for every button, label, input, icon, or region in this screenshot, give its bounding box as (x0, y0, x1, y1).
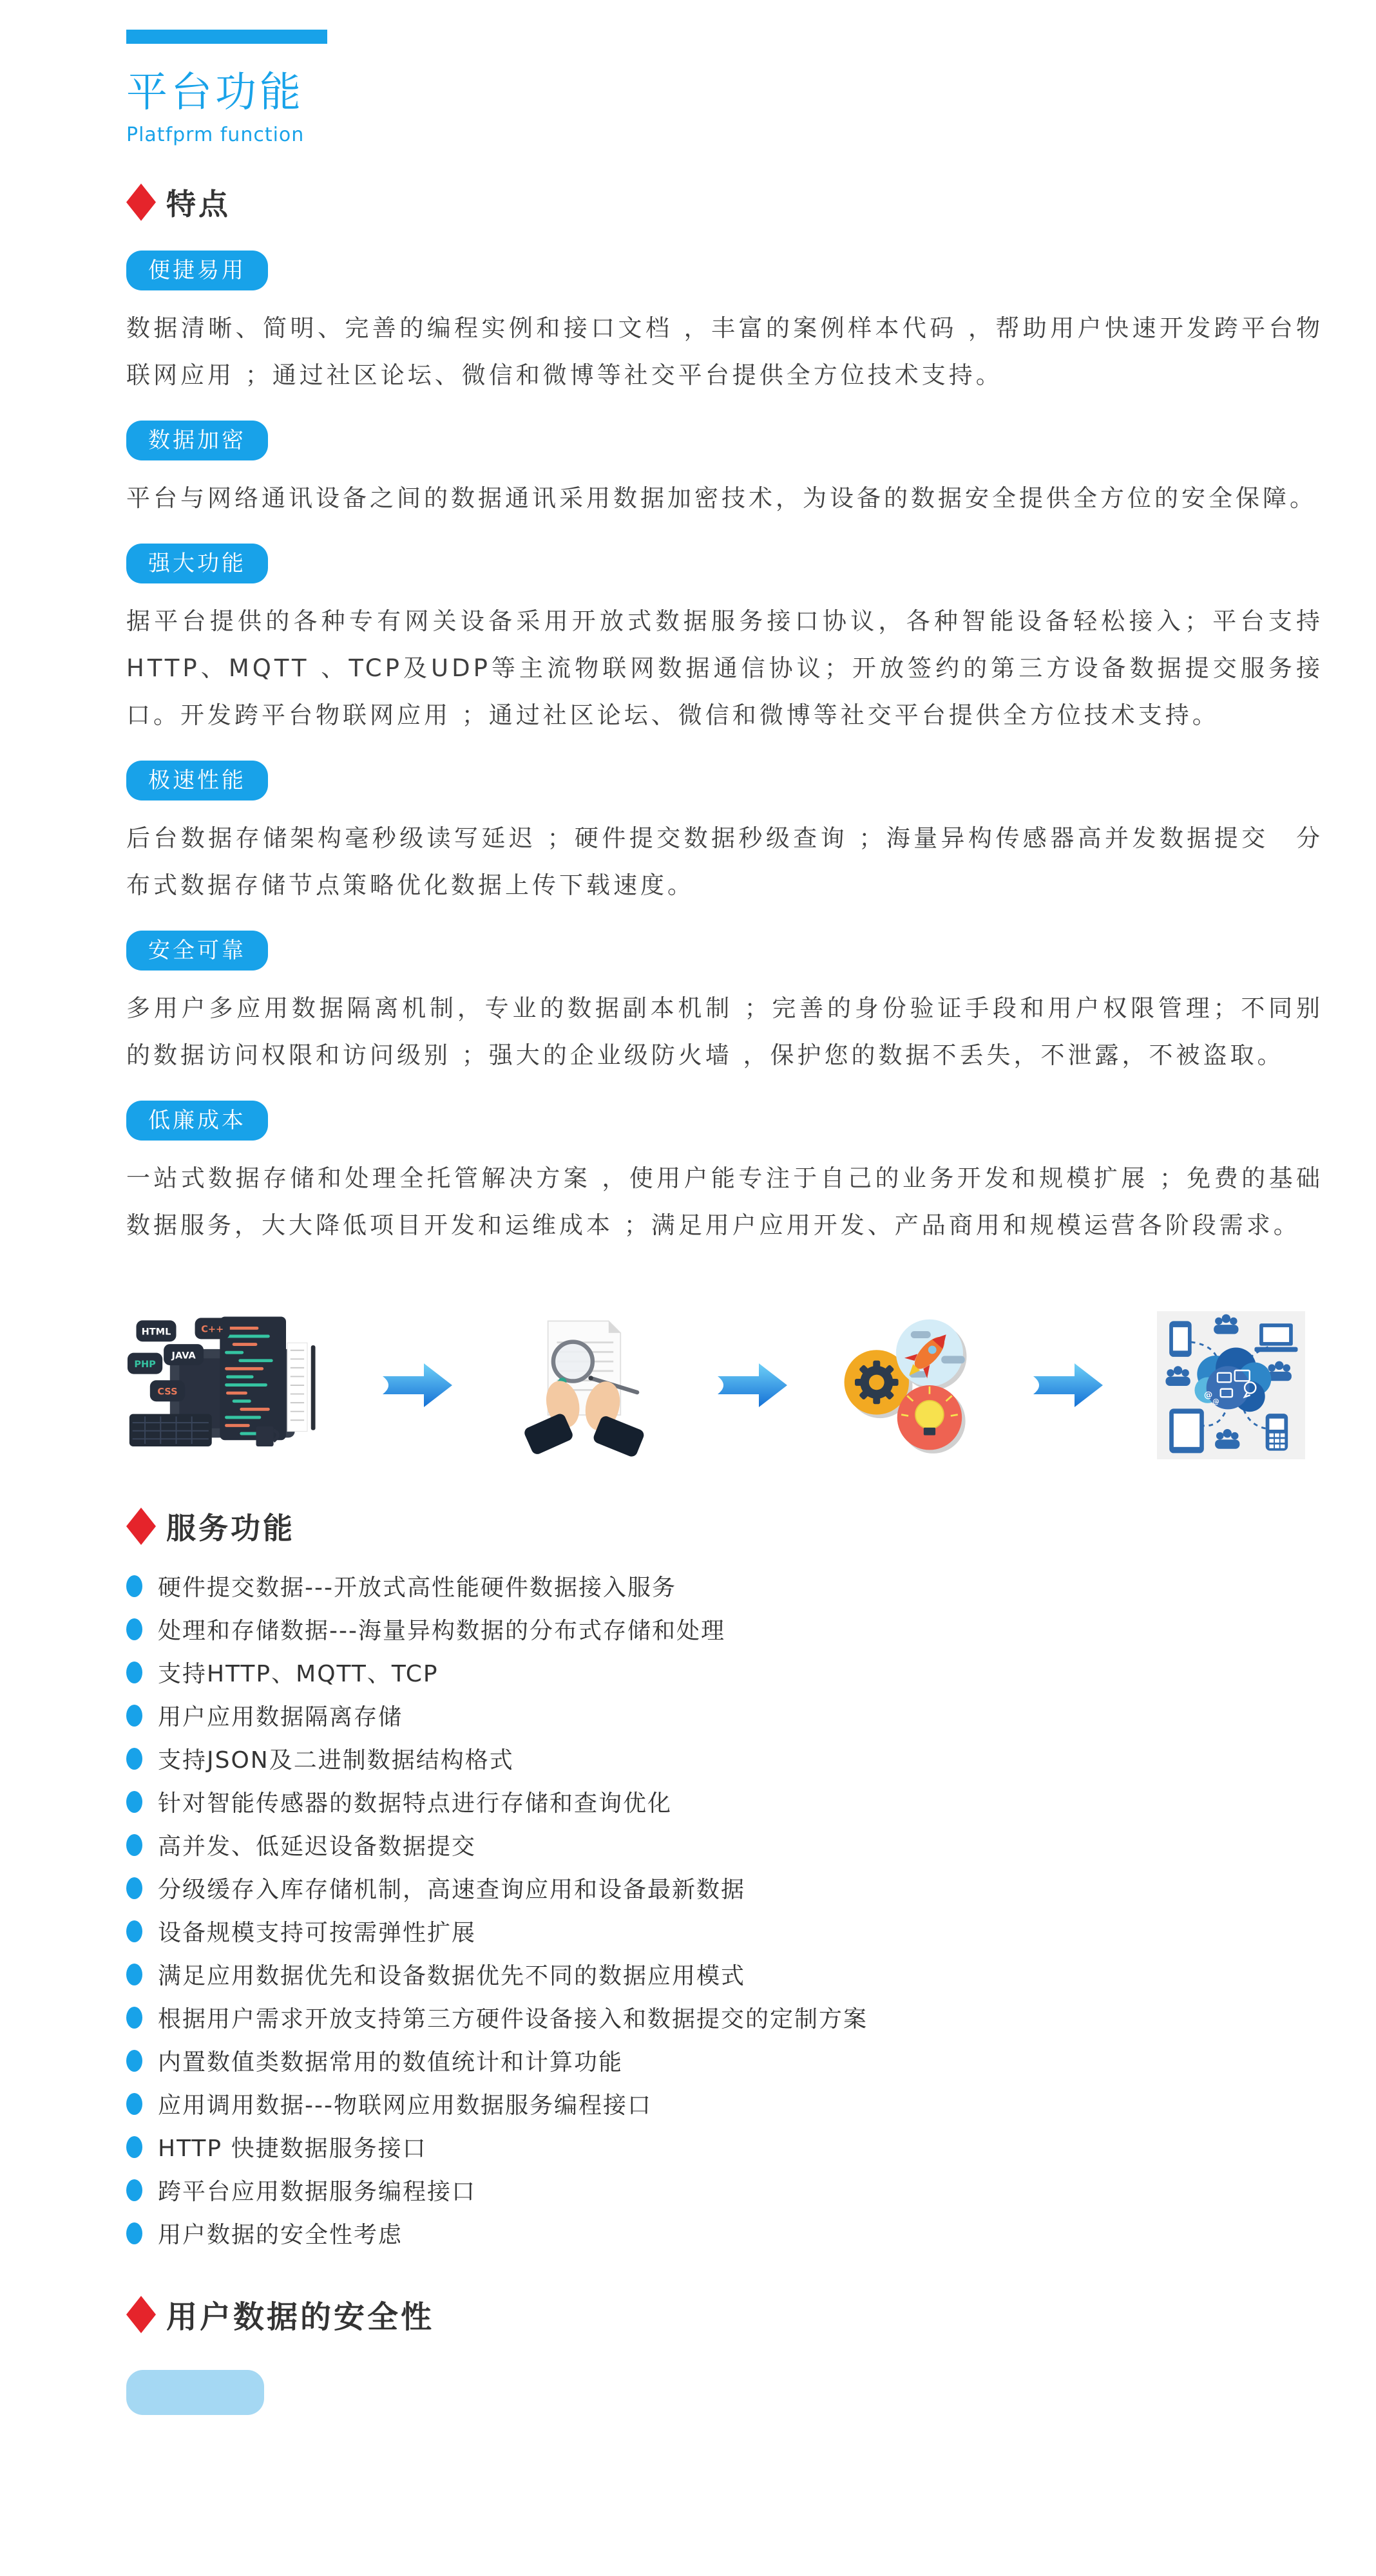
bullet-dot-icon (126, 2050, 142, 2072)
bullet-text: 应用调用数据---物联网应用数据服务编程接口 (158, 2092, 652, 2119)
ideas-gears-illustration (841, 1308, 977, 1463)
feature-block (126, 1101, 1323, 1249)
feature-badge: 强大功能 (126, 544, 268, 583)
bullet-dot-icon (126, 1920, 142, 1942)
bullet-dot-icon (126, 1964, 142, 1985)
feature-block (126, 251, 1323, 399)
feature-paragraph: 平台与网络通讯设备之间的数据通讯采用数据加密技术，为设备的数据安全提供全方位的安全保障。 (126, 484, 1317, 512)
process-flow (126, 1308, 1305, 1463)
feature-paragraph: 据平台提供的各种专有网关设备采用开放式数据服务接口协议，各种智能设备轻松接入；平台支持HTTP、MQTT 、TCP及UDP等主流物联网数据通信协议；开放签约的第三方设备数据提交服务接口。开发跨平台物联网应用 ；通过社区论坛、微信和微博等社交平台提供全方位技术支持。 (126, 607, 1323, 729)
list-item (126, 1780, 1323, 1823)
bullet-text: 内置数值类数据常用的数值统计和计算功能 (158, 2049, 624, 2076)
list-item (126, 1694, 1323, 1737)
bullet-text: 支持JSON及二进制数据结构格式 (158, 1747, 514, 1774)
feature-badge: 低廉成本 (126, 1101, 268, 1141)
page-title: 平台功能 (126, 69, 304, 117)
list-item (126, 1953, 1323, 1996)
bullet-dot-icon (126, 1834, 142, 1856)
arrow-right-icon (1027, 1359, 1107, 1411)
bullet-dot-icon (126, 1618, 142, 1640)
feature-badge: 极速性能 (126, 761, 268, 800)
bullet-dot-icon (126, 2222, 142, 2244)
list-item (126, 1564, 1323, 1607)
code-editor-illustration (126, 1311, 326, 1460)
list-item (126, 1607, 1323, 1651)
svg-text:@: @ (1203, 1390, 1213, 1401)
services-list (126, 1564, 1323, 2255)
list-item (126, 2211, 1323, 2255)
code-tag-java: JAVA (171, 1350, 196, 1361)
bullet-text: 处理和存储数据---海量异构数据的分布式存储和处理 (158, 1618, 725, 1644)
bullet-dot-icon (126, 2093, 142, 2115)
section-title-security (126, 2292, 1323, 2336)
feature-badge: 安全可靠 (126, 931, 268, 971)
bullet-text: 根据用户需求开放支持第三方硬件设备接入和数据提交的定制方案 (158, 2006, 868, 2032)
bullet-dot-icon (126, 1748, 142, 1770)
bullet-dot-icon (126, 1662, 142, 1683)
list-item (126, 1737, 1323, 1780)
feature-block (126, 421, 1323, 522)
feature-paragraph: 后台数据存储架构毫秒级读写延迟 ；硬件提交数据秒级查询 ；海量异构传感器高并发数据提交 分布式数据存储节点策略优化数据上传下载速度。 (126, 824, 1323, 899)
code-tag-php: PHP (134, 1359, 156, 1370)
bullet-text: 用户应用数据隔离存储 (158, 1704, 403, 1730)
feature-paragraph: 多用户多应用数据隔离机制，专业的数据副本机制 ；完善的身份验证手段和用户权限管理；不同别的数据访问权限和访问级别 ；强大的企业级防火墙 ，保护您的数据不丢失，不泄露，不被盗取。 (126, 994, 1323, 1069)
list-item (126, 2039, 1323, 2082)
diamond-icon (126, 1508, 156, 1545)
page-subtitle: Platfprm function (126, 124, 305, 146)
bullet-dot-icon (126, 1877, 142, 1899)
list-item (126, 2168, 1323, 2211)
bullet-dot-icon (126, 2136, 142, 2158)
feature-paragraph: 一站式数据存储和处理全托管解决方案 ，使用户能专注于自己的业务开发和规模扩展 ；免费的基础数据服务，大大降低项目开发和运维成本 ；满足用户应用开发、产品商用和规模运营各阶段需求。 (126, 1164, 1323, 1239)
list-item (126, 1996, 1323, 2039)
section-title-text: 服务功能 (166, 1511, 295, 1546)
feature-block (126, 544, 1323, 739)
arrow-right-icon (376, 1359, 456, 1411)
svg-text:@: @ (1212, 1397, 1219, 1406)
header-accent-bar (126, 30, 327, 44)
feature-badge: 便捷易用 (126, 251, 268, 290)
bullet-text: 分级缓存入库存储机制，高速查询应用和设备最新数据 (158, 1877, 746, 1903)
bullet-text: 硬件提交数据---开放式高性能硬件数据接入服务 (158, 1575, 676, 1601)
bullet-text: HTTP 快捷数据服务接口 (158, 2136, 427, 2162)
partial-badge (126, 2370, 264, 2415)
bullet-text: 用户数据的安全性考虑 (158, 2222, 403, 2248)
bullet-text: 跨平台应用数据服务编程接口 (158, 2179, 477, 2205)
bullet-text: 满足应用数据优先和设备数据优先不同的数据应用模式 (158, 1963, 746, 1989)
list-item (126, 1866, 1323, 1909)
section-title-text: 特点 (166, 187, 231, 222)
list-item (126, 2082, 1323, 2125)
cloud-iot-network-illustration (1157, 1308, 1305, 1463)
code-tag-cpp: C++ (201, 1324, 224, 1335)
list-item (126, 2125, 1323, 2168)
section-title-services (126, 1505, 1323, 1548)
feature-block (126, 931, 1323, 1079)
bullet-dot-icon (126, 1705, 142, 1727)
bullet-dot-icon (126, 2179, 142, 2201)
bullet-text: 支持HTTP、MQTT、TCP (158, 1661, 439, 1687)
bullet-text: 高并发、低延迟设备数据提交 (158, 1833, 477, 1860)
feature-paragraph: 数据清晰、简明、完善的编程实例和接口文档 ，丰富的案例样本代码 ，帮助用户快速开发跨平台物联网应用 ；通过社区论坛、微信和微博等社交平台提供全方位技术支持。 (126, 314, 1323, 389)
bullet-dot-icon (126, 2007, 142, 2029)
section-title-features (126, 181, 1323, 223)
bullet-text: 设备规模支持可按需弹性扩展 (158, 1920, 477, 1946)
feature-block (126, 761, 1323, 909)
code-tag-html: HTML (141, 1327, 171, 1338)
list-item (126, 1651, 1323, 1694)
bullet-dot-icon (126, 1575, 142, 1597)
diamond-icon (126, 2296, 156, 2333)
list-item (126, 1823, 1323, 1866)
code-tag-css: CSS (157, 1387, 178, 1397)
diamond-icon (126, 184, 156, 221)
arrow-right-icon (711, 1359, 791, 1411)
bullet-text: 针对智能传感器的数据特点进行存储和查询优化 (158, 1790, 673, 1817)
section-title-text: 用户数据的安全性 (166, 2299, 435, 2335)
bullet-dot-icon (126, 1791, 142, 1813)
list-item (126, 1909, 1323, 1953)
document-review-illustration (506, 1308, 661, 1463)
feature-badge: 数据加密 (126, 421, 268, 460)
